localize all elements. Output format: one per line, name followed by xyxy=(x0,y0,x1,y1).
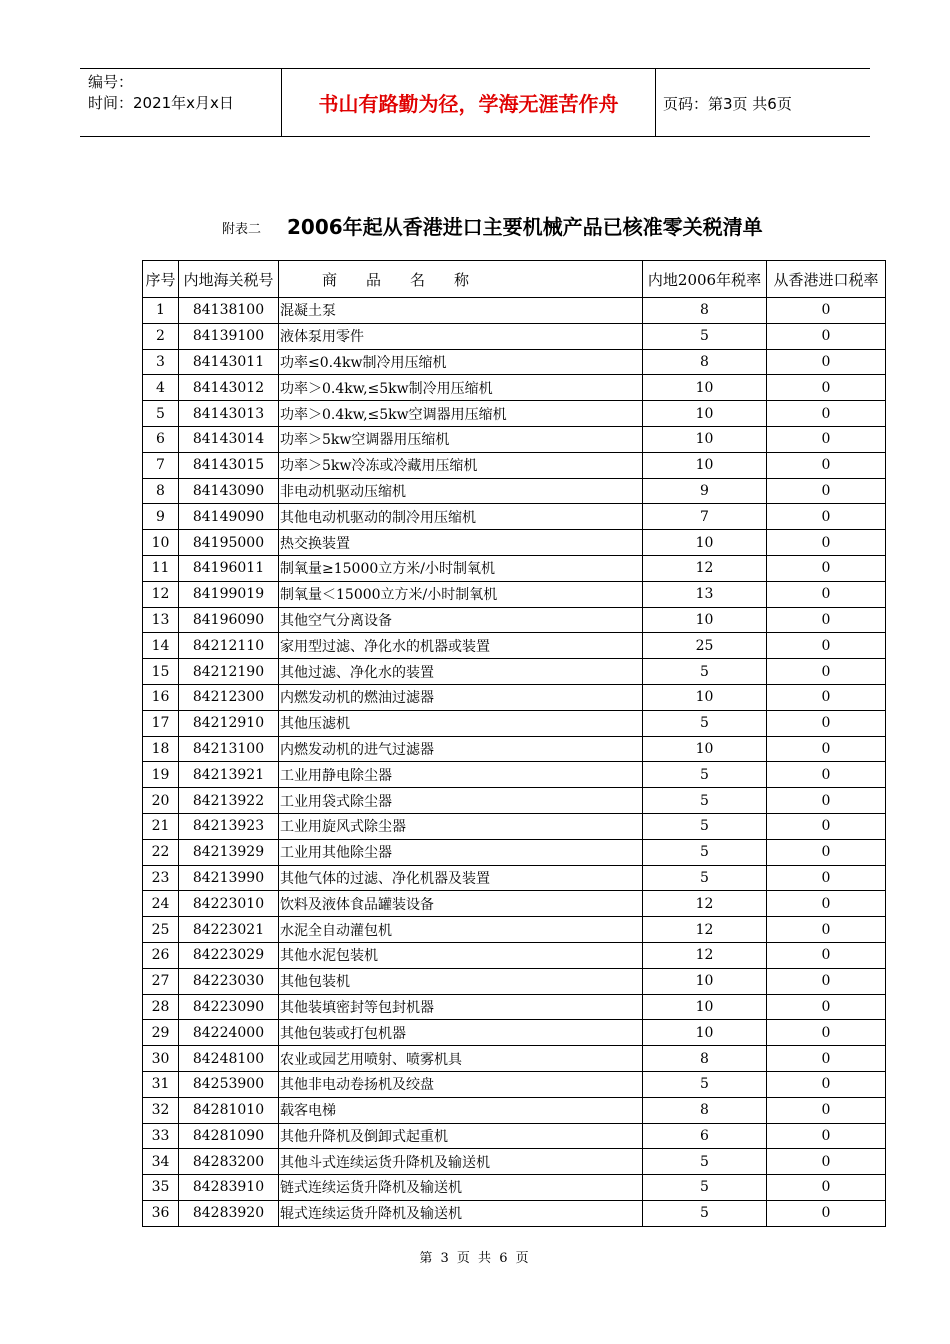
cell-rate-mainland: 5 xyxy=(643,1071,767,1097)
cell-code: 84149090 xyxy=(179,504,279,530)
cell-rate-mainland: 10 xyxy=(643,375,767,401)
header-rate-hk: 从香港进口税率 xyxy=(767,261,886,298)
table-row xyxy=(143,581,886,607)
cell-index: 24 xyxy=(143,891,179,917)
cell-name: 载客电梯 xyxy=(279,1097,643,1123)
cell-code: 84223010 xyxy=(179,891,279,917)
cell-name: 饮料及液体食品罐装设备 xyxy=(279,891,643,917)
cell-rate-hk: 0 xyxy=(767,710,886,736)
table-row xyxy=(143,1020,886,1046)
cell-index: 35 xyxy=(143,1175,179,1201)
cell-name: 家用型过滤、净化水的机器或装置 xyxy=(279,633,643,659)
page-footer: 第 3 页 共 6 页 xyxy=(419,1251,531,1266)
cell-name: 制氧量＜15000立方米/小时制氧机 xyxy=(279,581,643,607)
table-row xyxy=(143,917,886,943)
table-row xyxy=(143,555,886,581)
header-page-label: 页码：第3页 共6页 xyxy=(663,95,792,113)
cell-rate-mainland: 10 xyxy=(643,994,767,1020)
cell-rate-hk: 0 xyxy=(767,917,886,943)
cell-index: 3 xyxy=(143,349,179,375)
cell-rate-mainland: 5 xyxy=(643,839,767,865)
cell-rate-mainland: 7 xyxy=(643,504,767,530)
cell-rate-hk: 0 xyxy=(767,891,886,917)
cell-index: 36 xyxy=(143,1200,179,1226)
cell-rate-hk: 0 xyxy=(767,1046,886,1072)
cell-code: 84281090 xyxy=(179,1123,279,1149)
table-row xyxy=(143,994,886,1020)
cell-name: 液体泵用零件 xyxy=(279,323,643,349)
cell-rate-mainland: 13 xyxy=(643,581,767,607)
table-row xyxy=(143,607,886,633)
header-motto: 书山有路勤为径，学海无涯苦作舟 xyxy=(281,69,656,136)
cell-code: 84283920 xyxy=(179,1200,279,1226)
cell-code: 84223029 xyxy=(179,942,279,968)
cell-rate-hk: 0 xyxy=(767,478,886,504)
cell-name: 其他升降机及倒卸式起重机 xyxy=(279,1123,643,1149)
cell-rate-mainland: 10 xyxy=(643,401,767,427)
cell-rate-hk: 0 xyxy=(767,865,886,891)
cell-index: 33 xyxy=(143,1123,179,1149)
cell-code: 84213921 xyxy=(179,762,279,788)
cell-rate-hk: 0 xyxy=(767,762,886,788)
cell-rate-hk: 0 xyxy=(767,607,886,633)
cell-index: 34 xyxy=(143,1149,179,1175)
cell-rate-mainland: 5 xyxy=(643,1200,767,1226)
cell-index: 25 xyxy=(143,917,179,943)
cell-rate-mainland: 10 xyxy=(643,452,767,478)
table-row xyxy=(143,1071,886,1097)
cell-index: 1 xyxy=(143,298,179,324)
cell-rate-hk: 0 xyxy=(767,530,886,556)
cell-name: 功率＞5kw空调器用压缩机 xyxy=(279,426,643,452)
cell-rate-mainland: 5 xyxy=(643,813,767,839)
cell-index: 11 xyxy=(143,555,179,581)
cell-index: 10 xyxy=(143,530,179,556)
cell-index: 13 xyxy=(143,607,179,633)
cell-name: 其他包装或打包机器 xyxy=(279,1020,643,1046)
cell-rate-hk: 0 xyxy=(767,994,886,1020)
table-row xyxy=(143,298,886,324)
cell-rate-mainland: 10 xyxy=(643,1020,767,1046)
cell-name: 功率＞0.4kw,≤5kw空调器用压缩机 xyxy=(279,401,643,427)
table-row xyxy=(143,659,886,685)
page-header xyxy=(80,68,870,137)
cell-name: 功率＞5kw冷冻或冷藏用压缩机 xyxy=(279,452,643,478)
table-row xyxy=(143,401,886,427)
cell-rate-hk: 0 xyxy=(767,323,886,349)
cell-name: 制氧量≥15000立方米/小时制氧机 xyxy=(279,555,643,581)
cell-code: 84212300 xyxy=(179,684,279,710)
cell-name: 混凝土泵 xyxy=(279,298,643,324)
cell-code: 84196011 xyxy=(179,555,279,581)
cell-index: 7 xyxy=(143,452,179,478)
cell-rate-hk: 0 xyxy=(767,504,886,530)
cell-index: 5 xyxy=(143,401,179,427)
table-row xyxy=(143,736,886,762)
cell-rate-mainland: 5 xyxy=(643,659,767,685)
cell-code: 84223021 xyxy=(179,917,279,943)
document-title xyxy=(0,208,950,242)
tariff-table xyxy=(142,260,886,1227)
cell-code: 84224000 xyxy=(179,1020,279,1046)
cell-code: 84199019 xyxy=(179,581,279,607)
cell-name: 其他非电动卷扬机及绞盘 xyxy=(279,1071,643,1097)
cell-code: 84143011 xyxy=(179,349,279,375)
header-name xyxy=(279,261,643,298)
cell-name: 内燃发动机的燃油过滤器 xyxy=(279,684,643,710)
cell-code: 84248100 xyxy=(179,1046,279,1072)
cell-name: 热交换装置 xyxy=(279,530,643,556)
cell-code: 84213990 xyxy=(179,865,279,891)
table-row xyxy=(143,530,886,556)
cell-code: 84213923 xyxy=(179,813,279,839)
cell-rate-mainland: 10 xyxy=(643,530,767,556)
time-label: 时间：2021年x月x日 xyxy=(88,94,234,112)
header-index: 序号 xyxy=(143,261,179,298)
cell-index: 29 xyxy=(143,1020,179,1046)
cell-index: 18 xyxy=(143,736,179,762)
cell-name: 工业用其他除尘器 xyxy=(279,839,643,865)
cell-rate-hk: 0 xyxy=(767,1200,886,1226)
cell-index: 6 xyxy=(143,426,179,452)
cell-rate-hk: 0 xyxy=(767,349,886,375)
cell-index: 32 xyxy=(143,1097,179,1123)
table-row xyxy=(143,942,886,968)
table-row xyxy=(143,891,886,917)
cell-index: 20 xyxy=(143,788,179,814)
header-code: 内地海关税号 xyxy=(179,261,279,298)
cell-index: 15 xyxy=(143,659,179,685)
table-row xyxy=(143,426,886,452)
cell-rate-mainland: 5 xyxy=(643,323,767,349)
cell-code: 84213100 xyxy=(179,736,279,762)
cell-code: 84143013 xyxy=(179,401,279,427)
cell-code: 84213922 xyxy=(179,788,279,814)
cell-code: 84212910 xyxy=(179,710,279,736)
cell-name: 其他装填密封等包封机器 xyxy=(279,994,643,1020)
cell-index: 2 xyxy=(143,323,179,349)
cell-rate-mainland: 12 xyxy=(643,555,767,581)
cell-index: 12 xyxy=(143,581,179,607)
cell-code: 84143015 xyxy=(179,452,279,478)
table-header-row xyxy=(143,261,886,298)
cell-code: 84213929 xyxy=(179,839,279,865)
cell-rate-hk: 0 xyxy=(767,1175,886,1201)
cell-index: 21 xyxy=(143,813,179,839)
cell-rate-mainland: 10 xyxy=(643,968,767,994)
cell-name: 工业用静电除尘器 xyxy=(279,762,643,788)
cell-rate-hk: 0 xyxy=(767,942,886,968)
cell-rate-hk: 0 xyxy=(767,452,886,478)
cell-rate-hk: 0 xyxy=(767,581,886,607)
title-main: 2006年起从香港进口主要机械产品已核准零关税清单 xyxy=(287,215,763,239)
cell-code: 84283910 xyxy=(179,1175,279,1201)
table-row xyxy=(143,1097,886,1123)
table-row xyxy=(143,478,886,504)
cell-index: 23 xyxy=(143,865,179,891)
cell-rate-mainland: 8 xyxy=(643,1046,767,1072)
cell-name: 其他电动机驱动的制冷用压缩机 xyxy=(279,504,643,530)
table-row xyxy=(143,684,886,710)
cell-rate-hk: 0 xyxy=(767,1149,886,1175)
cell-rate-mainland: 5 xyxy=(643,1175,767,1201)
cell-code: 84223090 xyxy=(179,994,279,1020)
cell-rate-hk: 0 xyxy=(767,1123,886,1149)
header-rate-mainland: 内地2006年税率 xyxy=(643,261,767,298)
cell-name: 其他斗式连续运货升降机及输送机 xyxy=(279,1149,643,1175)
cell-rate-hk: 0 xyxy=(767,968,886,994)
cell-index: 8 xyxy=(143,478,179,504)
cell-code: 84253900 xyxy=(179,1071,279,1097)
cell-name: 其他空气分离设备 xyxy=(279,607,643,633)
cell-name: 链式连续运货升降机及输送机 xyxy=(279,1175,643,1201)
cell-index: 19 xyxy=(143,762,179,788)
cell-rate-mainland: 10 xyxy=(643,607,767,633)
cell-name: 水泥全自动灌包机 xyxy=(279,917,643,943)
table-row xyxy=(143,839,886,865)
cell-index: 4 xyxy=(143,375,179,401)
cell-name: 辊式连续运货升降机及输送机 xyxy=(279,1200,643,1226)
cell-code: 84195000 xyxy=(179,530,279,556)
cell-rate-mainland: 5 xyxy=(643,788,767,814)
cell-name: 内燃发动机的进气过滤器 xyxy=(279,736,643,762)
cell-name: 工业用袋式除尘器 xyxy=(279,788,643,814)
cell-rate-hk: 0 xyxy=(767,684,886,710)
cell-rate-hk: 0 xyxy=(767,633,886,659)
cell-rate-mainland: 6 xyxy=(643,1123,767,1149)
cell-name: 其他压滤机 xyxy=(279,710,643,736)
table-body xyxy=(143,298,886,1227)
cell-name: 其他包装机 xyxy=(279,968,643,994)
cell-index: 22 xyxy=(143,839,179,865)
table-row xyxy=(143,788,886,814)
cell-name: 工业用旋风式除尘器 xyxy=(279,813,643,839)
cell-code: 84139100 xyxy=(179,323,279,349)
header-name-text: 商品名称 xyxy=(322,270,499,289)
cell-rate-mainland: 5 xyxy=(643,865,767,891)
cell-rate-mainland: 10 xyxy=(643,736,767,762)
cell-rate-hk: 0 xyxy=(767,1020,886,1046)
cell-rate-hk: 0 xyxy=(767,813,886,839)
cell-code: 84212190 xyxy=(179,659,279,685)
table-row xyxy=(143,968,886,994)
table-row xyxy=(143,504,886,530)
title-prefix: 附表二 xyxy=(222,222,262,237)
cell-rate-hk: 0 xyxy=(767,788,886,814)
cell-rate-hk: 0 xyxy=(767,839,886,865)
cell-rate-hk: 0 xyxy=(767,426,886,452)
table-row xyxy=(143,452,886,478)
table-row xyxy=(143,1200,886,1226)
cell-code: 84143012 xyxy=(179,375,279,401)
cell-name: 其他水泥包装机 xyxy=(279,942,643,968)
table-row xyxy=(143,633,886,659)
cell-index: 17 xyxy=(143,710,179,736)
cell-index: 9 xyxy=(143,504,179,530)
header-meta xyxy=(88,72,284,114)
cell-rate-mainland: 12 xyxy=(643,942,767,968)
cell-rate-hk: 0 xyxy=(767,401,886,427)
cell-rate-hk: 0 xyxy=(767,555,886,581)
cell-rate-mainland: 8 xyxy=(643,349,767,375)
cell-name: 非电动机驱动压缩机 xyxy=(279,478,643,504)
cell-rate-mainland: 12 xyxy=(643,917,767,943)
table-row xyxy=(143,813,886,839)
cell-code: 84223030 xyxy=(179,968,279,994)
table-row xyxy=(143,349,886,375)
cell-name: 功率＞0.4kw,≤5kw制冷用压缩机 xyxy=(279,375,643,401)
cell-index: 16 xyxy=(143,684,179,710)
cell-index: 30 xyxy=(143,1046,179,1072)
table-row xyxy=(143,865,886,891)
cell-index: 28 xyxy=(143,994,179,1020)
cell-rate-mainland: 10 xyxy=(643,426,767,452)
table-row xyxy=(143,1046,886,1072)
cell-rate-hk: 0 xyxy=(767,375,886,401)
cell-rate-hk: 0 xyxy=(767,1097,886,1123)
cell-rate-mainland: 10 xyxy=(643,684,767,710)
table-row xyxy=(143,1175,886,1201)
table-row xyxy=(143,1123,886,1149)
table-row xyxy=(143,710,886,736)
cell-code: 84143090 xyxy=(179,478,279,504)
cell-rate-mainland: 9 xyxy=(643,478,767,504)
cell-rate-mainland: 5 xyxy=(643,1149,767,1175)
cell-code: 84143014 xyxy=(179,426,279,452)
cell-rate-hk: 0 xyxy=(767,298,886,324)
cell-name: 其他过滤、净化水的装置 xyxy=(279,659,643,685)
cell-name: 功率≤0.4kw制冷用压缩机 xyxy=(279,349,643,375)
cell-name: 其他气体的过滤、净化机器及装置 xyxy=(279,865,643,891)
cell-rate-hk: 0 xyxy=(767,1071,886,1097)
table-row xyxy=(143,375,886,401)
cell-rate-mainland: 5 xyxy=(643,710,767,736)
table-row xyxy=(143,762,886,788)
table-row xyxy=(143,323,886,349)
cell-rate-mainland: 25 xyxy=(643,633,767,659)
cell-rate-hk: 0 xyxy=(767,736,886,762)
cell-code: 84212110 xyxy=(179,633,279,659)
cell-rate-mainland: 8 xyxy=(643,1097,767,1123)
cell-rate-mainland: 12 xyxy=(643,891,767,917)
cell-index: 27 xyxy=(143,968,179,994)
cell-code: 84196090 xyxy=(179,607,279,633)
cell-index: 26 xyxy=(143,942,179,968)
cell-rate-mainland: 5 xyxy=(643,762,767,788)
cell-rate-hk: 0 xyxy=(767,659,886,685)
cell-index: 14 xyxy=(143,633,179,659)
cell-code: 84281010 xyxy=(179,1097,279,1123)
cell-code: 84138100 xyxy=(179,298,279,324)
cell-rate-mainland: 8 xyxy=(643,298,767,324)
table-row xyxy=(143,1149,886,1175)
cell-code: 84283200 xyxy=(179,1149,279,1175)
serial-label: 编号： xyxy=(88,73,134,91)
cell-name: 农业或园艺用喷射、喷雾机具 xyxy=(279,1046,643,1072)
cell-index: 31 xyxy=(143,1071,179,1097)
